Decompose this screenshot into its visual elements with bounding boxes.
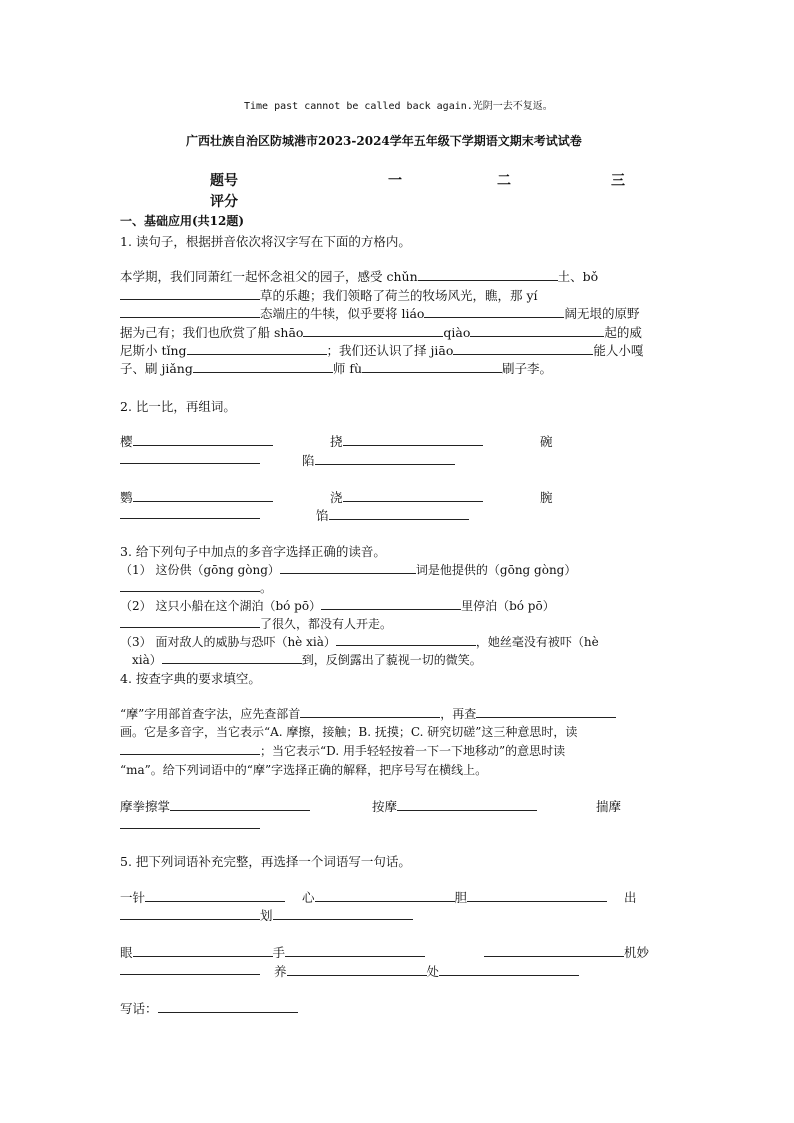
q1-line-2 xyxy=(120,286,538,304)
q1-line-6 xyxy=(120,359,552,377)
q4-line-3 xyxy=(120,742,565,759)
answer-blank[interactable] xyxy=(120,305,260,318)
q1-text: 态端庄的牛犊，似乎要将 liáo xyxy=(260,306,425,321)
answer-blank[interactable] xyxy=(120,579,260,592)
q2-char: 樱 xyxy=(120,434,133,449)
answer-blank[interactable] xyxy=(193,360,333,373)
q5-row-2b xyxy=(484,943,649,961)
q5-word: 机妙 xyxy=(624,945,650,960)
answer-blank[interactable] xyxy=(453,342,593,355)
q2-char: 浇 xyxy=(330,490,343,505)
q5-word: 划 xyxy=(260,908,273,923)
q2-char: 腕 xyxy=(540,490,553,505)
q1-line-4 xyxy=(120,323,642,341)
answer-blank[interactable] xyxy=(439,963,579,976)
q1-text: 据为己有；我们也欣赏了船 shāo xyxy=(120,325,304,340)
q5-row-2d xyxy=(274,962,579,980)
question-2-prompt: 2. 比一比，再组词。 xyxy=(120,399,236,414)
answer-blank[interactable] xyxy=(362,360,502,373)
answer-blank[interactable] xyxy=(133,944,273,957)
q3-sentence-2 xyxy=(120,597,555,614)
q5-row-1c xyxy=(120,906,413,924)
q2-row-1 xyxy=(120,432,273,450)
q5-row-2c xyxy=(120,962,260,978)
answer-blank[interactable] xyxy=(315,889,455,902)
q2-row-1c xyxy=(120,451,260,467)
q2-row-2b xyxy=(330,488,483,506)
q3-sentence-1-cont xyxy=(120,579,272,596)
q4-text: ，再查 xyxy=(440,707,477,721)
q5-row-2a xyxy=(120,943,425,961)
q1-text: 土、bǒ xyxy=(557,269,599,284)
motto: Time past cannot be called back again.光阴一去不复返。 xyxy=(244,101,553,112)
q1-text: 刷子李。 xyxy=(502,361,553,376)
question-1-prompt: 1. 读句子，根据拼音依次将汉字写在下面的方格内。 xyxy=(120,234,411,249)
answer-blank[interactable] xyxy=(285,944,425,957)
answer-blank[interactable] xyxy=(162,651,302,664)
q3-text: （1） 这份供（gōng gòng） xyxy=(120,563,280,577)
q3-text: 到，反倒露出了藐视一切的微笑。 xyxy=(301,653,482,667)
q5-word: 手 xyxy=(272,945,286,960)
score-table-col-3: 三 xyxy=(611,173,625,189)
q4-word-row xyxy=(120,797,310,815)
answer-blank[interactable] xyxy=(300,705,440,718)
q3-text: 词是他提供的（gōng gòng） xyxy=(415,563,577,577)
question-4-prompt: 4. 按查字典的要求填空。 xyxy=(120,671,261,686)
answer-blank[interactable] xyxy=(120,615,260,628)
q2-char: 碗 xyxy=(540,434,553,449)
q3-text: （2） 这只小船在这个湖泊（bó pō） xyxy=(120,599,322,613)
q2-char: 陷 xyxy=(302,453,315,468)
q1-text: 尼斯小 tǐng xyxy=(120,343,187,358)
q4-line-2: 画。它是多音字，当它表示“A. 摩擦，接触；B. 抚摸；C. 研究切磋”这三种意思时，读 xyxy=(120,725,578,739)
q1-line-3 xyxy=(120,304,639,322)
question-5-prompt: 5. 把下列词语补充完整，再选择一个词语写一句话。 xyxy=(120,854,411,869)
answer-blank[interactable] xyxy=(343,433,483,446)
q3-text: xià） xyxy=(132,653,162,667)
q2-char: 鹦 xyxy=(120,490,133,505)
q1-text: 能人小嘎 xyxy=(593,343,644,358)
q3-sentence-3 xyxy=(120,633,599,650)
answer-blank[interactable] xyxy=(120,907,260,920)
q1-text: 起的威 xyxy=(604,325,642,340)
q1-text: 阔无垠的原野 xyxy=(564,306,640,321)
write-label: 写话： xyxy=(120,1001,158,1016)
answer-blank[interactable] xyxy=(424,305,564,318)
page-title: 广西壮族自治区防城港市2023-2024学年五年级下学期语文期末考试试卷 xyxy=(186,134,582,148)
q2-row-1d xyxy=(302,451,455,469)
q2-char: 馅 xyxy=(316,508,329,523)
q3-text: 里停泊（bó pō） xyxy=(461,599,555,613)
answer-blank[interactable] xyxy=(120,816,260,829)
q2-row-1b xyxy=(330,432,483,450)
answer-blank[interactable] xyxy=(476,705,616,718)
q5-write xyxy=(120,999,298,1017)
q4-text: “摩”字用部首查字法，应先查部首 xyxy=(120,707,301,721)
q2-row-2c xyxy=(120,506,260,522)
q4-line-4: “ma”。给下列词语中的“摩”字选择正确的解释，把序号写在横线上。 xyxy=(120,763,488,777)
question-3-prompt: 3. 给下列句子中加点的多音字选择正确的读音。 xyxy=(120,544,386,559)
q3-text: （3） 面对敌人的威胁与恐吓（hè xià） xyxy=(120,635,336,649)
score-table-col-1: 一 xyxy=(388,173,402,189)
score-table-col-2: 二 xyxy=(497,173,511,189)
q5-word: 心 xyxy=(302,890,315,905)
q1-text: qiào xyxy=(443,325,471,340)
answer-blank[interactable] xyxy=(120,287,260,300)
answer-blank[interactable] xyxy=(120,506,260,519)
answer-blank[interactable] xyxy=(287,963,427,976)
answer-blank[interactable] xyxy=(120,451,260,464)
answer-blank[interactable] xyxy=(336,633,476,646)
answer-blank[interactable] xyxy=(158,1000,298,1013)
q1-text: ；我们还认识了择 jiāo xyxy=(326,343,454,358)
answer-blank[interactable] xyxy=(329,507,469,520)
q3-sentence-1 xyxy=(120,561,576,578)
q3-text: 了很久，都没有人开走。 xyxy=(260,617,393,631)
answer-blank[interactable] xyxy=(170,798,310,811)
q1-line-1 xyxy=(120,267,598,285)
q5-word: 处 xyxy=(426,964,440,979)
q1-text: 师 fù xyxy=(332,361,363,376)
q3-text: ，她丝毫没有被吓（hè xyxy=(475,635,599,649)
q3-sentence-2-cont xyxy=(120,615,392,632)
q2-row-2d xyxy=(316,506,469,524)
q4-word: 摩拳擦掌 xyxy=(120,799,171,814)
answer-blank[interactable] xyxy=(418,268,558,281)
answer-blank[interactable] xyxy=(484,944,624,957)
answer-blank[interactable] xyxy=(133,489,273,502)
q5-word: 一针 xyxy=(120,890,146,905)
q4-text: ；当它表示“D. 用手轻轻按着一下一下地移动”的意思时读 xyxy=(260,744,566,758)
q5-word: 眼 xyxy=(120,945,133,960)
answer-blank[interactable] xyxy=(467,889,607,902)
answer-blank[interactable] xyxy=(120,962,260,975)
q4-line-1 xyxy=(120,705,616,722)
answer-blank[interactable] xyxy=(397,798,537,811)
q1-line-5 xyxy=(120,341,643,359)
q4-word: 按摩 xyxy=(372,799,398,814)
section-heading: 一、基础应用(共12题) xyxy=(120,214,245,228)
answer-blank[interactable] xyxy=(470,324,604,337)
answer-blank[interactable] xyxy=(273,907,413,920)
q2-char: 挠 xyxy=(330,434,343,449)
answer-blank[interactable] xyxy=(133,433,273,446)
q4-word: 揣摩 xyxy=(596,799,622,814)
answer-blank[interactable] xyxy=(303,324,443,337)
q5-word: 出 xyxy=(624,890,637,905)
q5-word: 养 xyxy=(274,964,287,979)
answer-blank[interactable] xyxy=(280,561,416,574)
answer-blank[interactable] xyxy=(145,889,285,902)
score-table-row2-label: 评分 xyxy=(210,194,238,210)
q1-text: 本学期，我们同萧红一起怀念祖父的园子，感受 chǔn xyxy=(120,269,418,284)
q5-word: 胆 xyxy=(454,890,468,905)
answer-blank[interactable] xyxy=(187,342,327,355)
q5-row-1b xyxy=(302,888,607,906)
q1-text: 草的乐趣；我们领略了荷兰的牧场风光，瞧，那 yí xyxy=(260,288,538,303)
q2-row-2 xyxy=(120,488,273,506)
answer-blank[interactable] xyxy=(315,452,455,465)
q1-text: 子、刷 jiǎng xyxy=(120,361,193,376)
answer-blank[interactable] xyxy=(343,489,483,502)
q4-word-row-2 xyxy=(372,797,537,815)
answer-blank[interactable] xyxy=(120,742,260,755)
score-table-row1-label: 题号 xyxy=(210,173,238,189)
q5-row-1a xyxy=(120,888,285,906)
q3-sentence-3-cont xyxy=(132,651,482,668)
answer-blank[interactable] xyxy=(321,597,461,610)
q3-text: 。 xyxy=(260,581,273,595)
q4-word-row-3 xyxy=(120,816,260,832)
